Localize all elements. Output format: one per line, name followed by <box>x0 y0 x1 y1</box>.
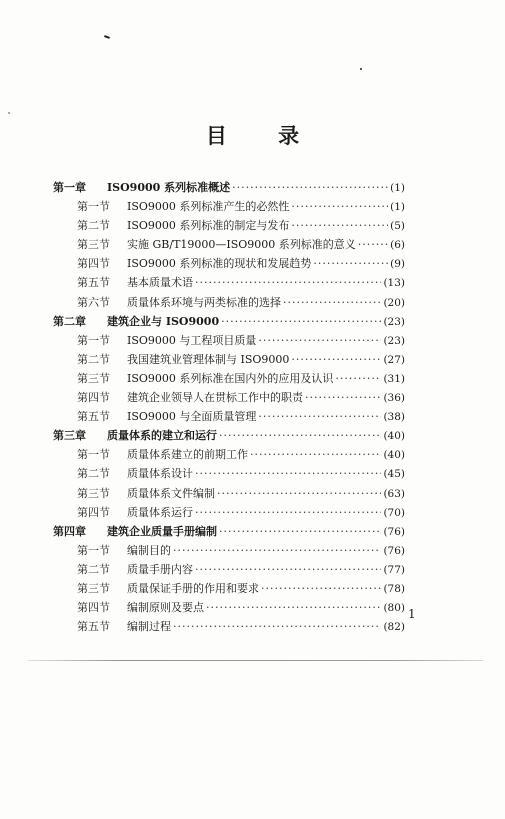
toc-chapter-entry <box>53 179 405 198</box>
toc-section-entry <box>53 217 405 236</box>
toc-section-entry <box>53 504 405 523</box>
toc-entry-page: (20) <box>383 296 405 309</box>
page-bottom-rule <box>28 660 483 661</box>
toc-entry-title: 建筑企业质量手册编制 <box>107 524 217 538</box>
toc-entry-number: 第二节 <box>77 467 110 481</box>
toc-entry-title: 质量体系设计 <box>127 467 193 481</box>
toc-entry-page: (31) <box>383 372 405 385</box>
toc-entry-page: (77) <box>383 563 405 576</box>
toc-section-entry <box>53 542 405 561</box>
toc-dot-leader <box>221 315 381 328</box>
toc-entry-page: (78) <box>383 582 405 595</box>
toc-entry-page: (63) <box>383 487 405 500</box>
toc-dot-leader <box>335 372 381 385</box>
toc-entry-title: 编制过程 <box>127 620 171 634</box>
toc-dot-leader <box>219 525 381 538</box>
toc-entry-number: 第三节 <box>77 371 110 385</box>
toc-entry-title: ISO9000 与全面质量管理 <box>127 410 257 424</box>
toc-entry-title: 编制目的 <box>127 543 171 557</box>
toc-entry-page: (45) <box>383 468 405 481</box>
toc-entry-page: (1) <box>390 201 405 214</box>
toc-entry-title: 质量体系环境与两类标准的选择 <box>127 295 281 309</box>
scan-speck <box>104 35 110 39</box>
toc-entry-title: 编制原则及要点 <box>127 601 204 615</box>
toc-entry-number: 第二节 <box>77 352 110 366</box>
toc-entry-number: 第三章 <box>53 429 86 443</box>
toc-section-entry <box>53 332 405 351</box>
toc-entry-page: (38) <box>383 411 405 424</box>
toc-entry-number: 第二节 <box>77 219 110 233</box>
toc-entry-page: (36) <box>383 392 405 405</box>
toc-dot-leader <box>283 296 381 309</box>
toc-entry-page: (9) <box>390 258 405 271</box>
toc-dot-leader <box>358 238 388 251</box>
toc-entry-title: 质量体系文件编制 <box>127 486 215 500</box>
toc-entry-title: ISO9000 系列标准在国内外的应用及认识 <box>127 371 334 385</box>
toc-dot-leader <box>261 582 381 595</box>
table-of-contents <box>53 179 405 637</box>
toc-entry-title: 质量保证手册的作用和要求 <box>127 581 259 595</box>
toc-section-entry <box>53 618 405 637</box>
toc-entry-title: ISO9000 与工程项目质量 <box>127 333 257 347</box>
toc-section-entry <box>53 351 405 370</box>
toc-section-entry <box>53 198 405 217</box>
toc-entry-title: 我国建筑业管理体制与 ISO9000 <box>127 352 290 366</box>
toc-dot-leader <box>258 334 381 347</box>
toc-dot-leader <box>195 276 381 289</box>
toc-dot-leader <box>291 200 388 213</box>
toc-dot-leader <box>305 391 381 404</box>
toc-section-entry <box>53 408 405 427</box>
toc-entry-number: 第六节 <box>77 295 110 309</box>
toc-entry-page: (1) <box>390 182 405 194</box>
toc-chapter-entry <box>53 523 405 542</box>
toc-entry-title: ISO9000 系列标准概述 <box>107 181 231 194</box>
toc-entry-number: 第一节 <box>77 448 110 462</box>
toc-entry-page: (5) <box>390 220 405 233</box>
toc-section-entry <box>53 599 405 618</box>
toc-entry-page: (80) <box>383 602 405 615</box>
toc-entry-page: (6) <box>390 239 405 252</box>
toc-entry-page: (40) <box>383 449 405 462</box>
toc-dot-leader <box>173 620 381 633</box>
toc-dot-leader <box>206 601 381 614</box>
toc-dot-leader <box>219 429 381 442</box>
toc-entry-page: (23) <box>383 315 405 328</box>
toc-dot-leader <box>195 563 381 576</box>
toc-entry-number: 第三节 <box>77 238 110 252</box>
toc-entry-number: 第三节 <box>77 581 110 595</box>
toc-entry-page: (13) <box>383 277 405 290</box>
toc-entry-number: 第一章 <box>53 181 86 194</box>
toc-section-entry <box>53 580 405 599</box>
toc-dot-leader <box>217 487 381 500</box>
toc-entry-page: (70) <box>383 506 405 519</box>
toc-section-entry <box>53 485 405 504</box>
toc-entry-title: ISO9000 系列标准的制定与发布 <box>127 219 290 233</box>
toc-entry-number: 第一节 <box>77 543 110 557</box>
toc-entry-number: 第四节 <box>77 601 110 615</box>
scan-speck <box>360 68 362 70</box>
toc-chapter-entry <box>53 427 405 446</box>
toc-section-entry <box>53 446 405 465</box>
toc-entry-number: 第四节 <box>77 257 110 271</box>
toc-entry-page: (23) <box>383 334 405 347</box>
toc-dot-leader <box>195 467 381 480</box>
toc-entry-number: 第四章 <box>53 524 86 538</box>
toc-chapter-entry <box>53 313 405 332</box>
toc-entry-title: 质量体系的建立和运行 <box>107 429 217 443</box>
scan-speck <box>8 112 10 114</box>
page-title: 目 录 <box>205 124 322 148</box>
toc-section-entry <box>53 294 405 313</box>
toc-dot-leader <box>173 544 381 557</box>
toc-entry-number: 第二节 <box>77 562 110 576</box>
toc-dot-leader <box>258 410 381 423</box>
toc-entry-title: 建筑企业与 ISO9000 <box>107 314 220 328</box>
toc-section-entry <box>53 465 405 484</box>
toc-entry-title: 基本质量术语 <box>127 276 193 290</box>
toc-dot-leader <box>250 448 381 461</box>
toc-entry-page: (82) <box>383 621 405 634</box>
toc-entry-number: 第一节 <box>77 200 110 214</box>
toc-entry-number: 第二章 <box>53 314 86 328</box>
toc-section-entry <box>53 236 405 255</box>
page-number: 1 <box>408 607 416 621</box>
toc-dot-leader <box>195 506 381 519</box>
toc-entry-title: 质量体系运行 <box>127 505 193 519</box>
toc-section-entry <box>53 389 405 408</box>
toc-entry-title: ISO9000 系列标准的现状和发展趋势 <box>127 257 312 271</box>
toc-dot-leader <box>291 219 388 232</box>
toc-entry-number: 第三节 <box>77 486 110 500</box>
toc-section-entry <box>53 255 405 274</box>
toc-entry-number: 第四节 <box>77 505 110 519</box>
toc-section-entry <box>53 561 405 580</box>
toc-section-entry <box>53 274 405 293</box>
toc-dot-leader <box>313 257 388 270</box>
toc-entry-title: 实施 GB/T19000—ISO9000 系列标准的意义 <box>127 238 356 252</box>
toc-entry-title: 质量手册内容 <box>127 562 193 576</box>
toc-dot-leader <box>291 353 381 366</box>
toc-entry-page: (76) <box>383 525 405 538</box>
toc-entry-number: 第五节 <box>77 620 110 634</box>
toc-section-entry <box>53 370 405 389</box>
toc-entry-page: (27) <box>383 353 405 366</box>
toc-entry-number: 第五节 <box>77 276 110 290</box>
toc-entry-title: ISO9000 系列标准产生的必然性 <box>127 200 290 214</box>
toc-entry-number: 第五节 <box>77 410 110 424</box>
toc-entry-page: (76) <box>383 544 405 557</box>
toc-entry-title: 质量体系建立的前期工作 <box>127 448 248 462</box>
toc-entry-title: 建筑企业领导人在贯标工作中的职责 <box>127 391 303 405</box>
toc-entry-number: 第四节 <box>77 391 110 405</box>
toc-entry-number: 第一节 <box>77 333 110 347</box>
toc-entry-page: (40) <box>383 430 405 443</box>
toc-dot-leader <box>232 181 388 194</box>
